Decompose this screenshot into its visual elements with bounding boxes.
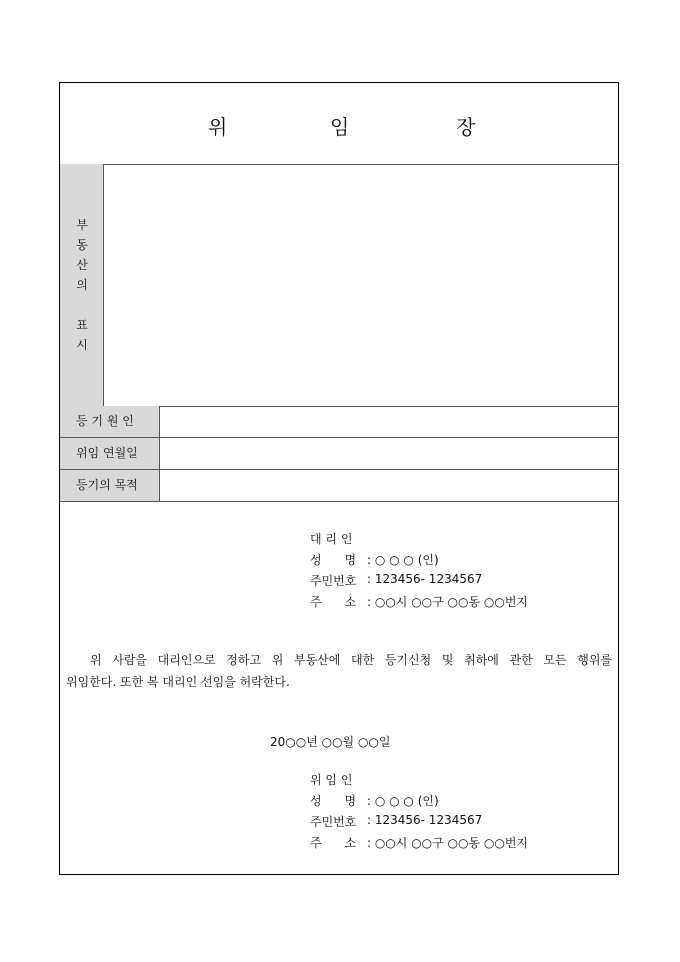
agent-address-value: : ○○시 ○○구 ○○동 ○○번지 xyxy=(367,595,529,609)
agent-id-value: : 123456- 1234567 xyxy=(367,572,483,586)
title-char-2: 임 xyxy=(330,115,350,139)
delegation-statement-line2: 위임한다. 또한 복 대리인 선임을 허락한다. xyxy=(66,675,290,689)
title-char-3: 장 xyxy=(456,115,476,139)
label-char: 부 xyxy=(76,218,88,232)
agent-address-label: 주 소 xyxy=(310,595,357,609)
delegation-date-value[interactable] xyxy=(160,438,618,469)
registration-purpose-value[interactable] xyxy=(160,470,618,501)
power-of-attorney-form xyxy=(59,82,619,875)
delegation-date-row xyxy=(60,438,618,470)
title-row xyxy=(60,83,618,165)
title-char-1: 위 xyxy=(208,115,228,139)
agent-id-label: 주민번호 xyxy=(310,574,357,588)
principal-heading: 위 임 인 xyxy=(310,773,353,787)
label-char: 시 xyxy=(76,338,88,352)
property-description-row xyxy=(60,164,618,407)
registration-purpose-row xyxy=(60,470,618,502)
principal-id-value: : 123456- 1234567 xyxy=(367,813,483,827)
principal-address-value: : ○○시 ○○구 ○○동 ○○번지 xyxy=(367,836,529,850)
agent-name-value: : ○ ○ ○ (인) xyxy=(367,553,439,567)
delegation-statement-line1: 위 사람을 대리인으로 정하고 위 부동산에 대한 등기신청 및 취하에 관한 모든 행위를 xyxy=(90,653,612,667)
principal-id-label: 주민번호 xyxy=(310,815,357,829)
registration-cause-row xyxy=(60,406,618,438)
label-char: 동 xyxy=(76,238,88,252)
label-char: 표 xyxy=(76,318,88,332)
registration-purpose-label: 등기의 목적 xyxy=(60,470,160,501)
agent-name-label: 성 명 xyxy=(310,553,357,567)
principal-name-label: 성 명 xyxy=(310,794,357,808)
principal-address-label: 주 소 xyxy=(310,836,357,850)
registration-cause-label: 등 기 원 인 xyxy=(60,406,160,437)
label-char: 산 xyxy=(76,258,88,272)
principal-name-value: : ○ ○ ○ (인) xyxy=(367,794,439,808)
label-char: 의 xyxy=(76,278,88,292)
delegation-date-label: 위임 연월일 xyxy=(60,438,160,469)
agent-heading: 대 리 인 xyxy=(310,532,353,546)
registration-cause-value[interactable] xyxy=(160,406,618,437)
property-description-label xyxy=(60,164,104,406)
property-description-value[interactable] xyxy=(104,164,618,406)
document-date: 20○○년 ○○월 ○○일 xyxy=(270,735,391,749)
